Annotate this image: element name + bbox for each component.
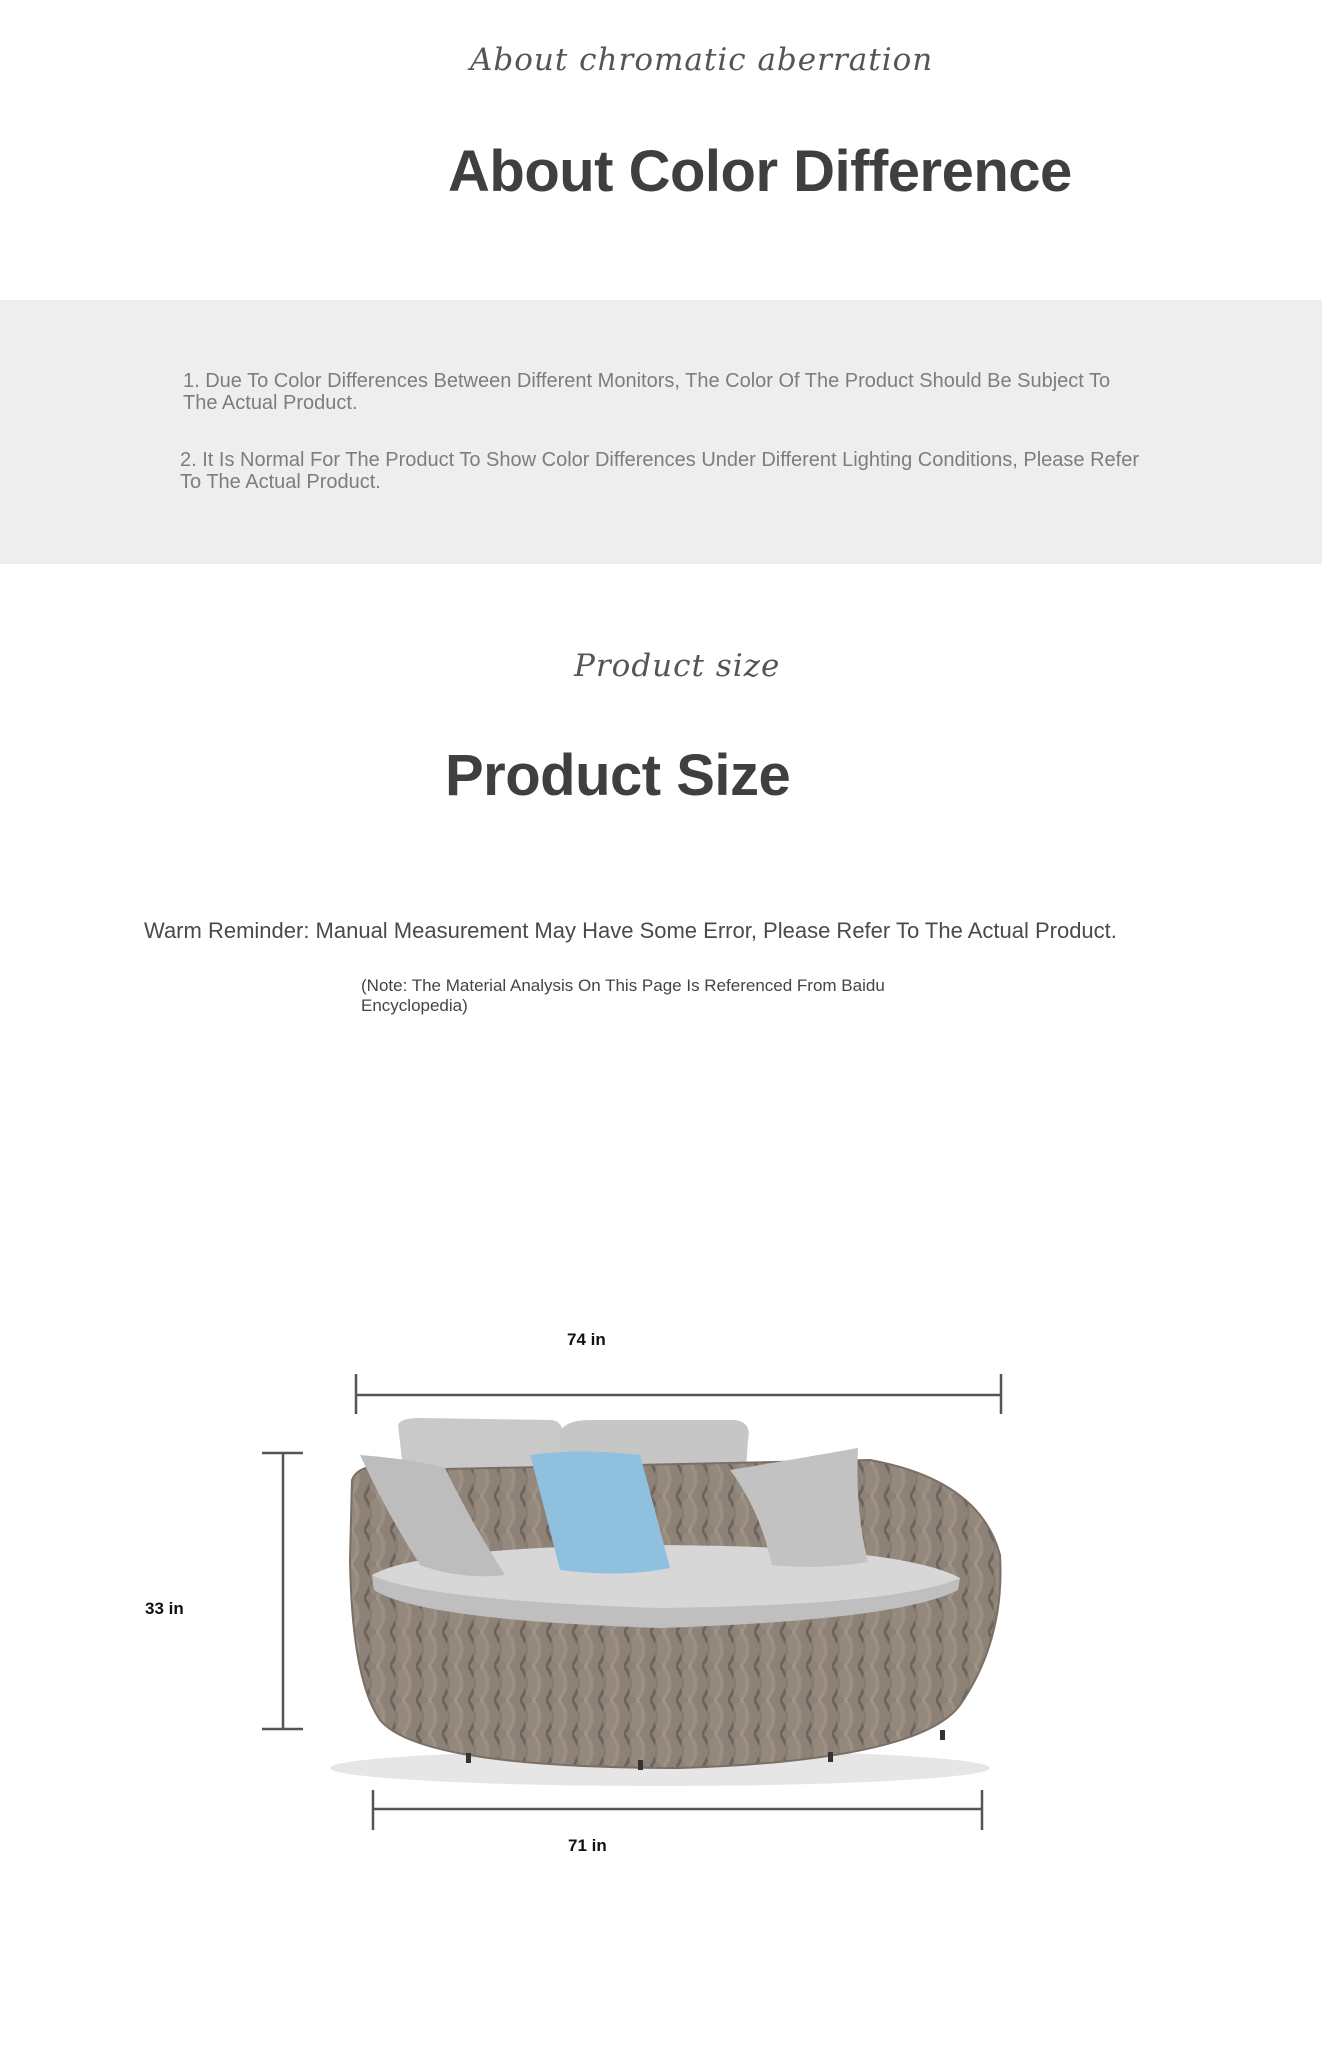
product-size-script-title: Product size: [574, 648, 781, 684]
chromatic-script-title: About chromatic aberration: [470, 42, 934, 78]
color-note-1: 1. Due To Color Differences Between Different Monitors, The Color Of The Product Should Be Subject To The Actual Product.: [183, 370, 1111, 414]
height-label: 33 in: [145, 1599, 184, 1618]
color-note-2: 2. It Is Normal For The Product To Show Color Differences Under Different Lighting Conditions, Please Refer To The Actual Product.: [180, 449, 1139, 493]
bottom-width-label: 71 in: [568, 1836, 607, 1855]
product-size-title: Product Size: [445, 743, 791, 808]
height-line: [262, 1453, 303, 1729]
material-note: (Note: The Material Analysis On This Page Is Referenced From Baidu Encyclopedia): [361, 976, 885, 1015]
daybed-illustration: [0, 1340, 1322, 1860]
warm-reminder: Warm Reminder: Manual Measurement May Have Some Error, Please Refer To The Actual Product.: [144, 918, 1117, 943]
bottom-width-line: [373, 1790, 982, 1830]
color-notes-panel: [0, 300, 1322, 564]
color-difference-title: About Color Difference: [448, 139, 1072, 204]
top-width-label: 74 in: [567, 1330, 606, 1349]
top-width-line: [356, 1374, 1001, 1414]
